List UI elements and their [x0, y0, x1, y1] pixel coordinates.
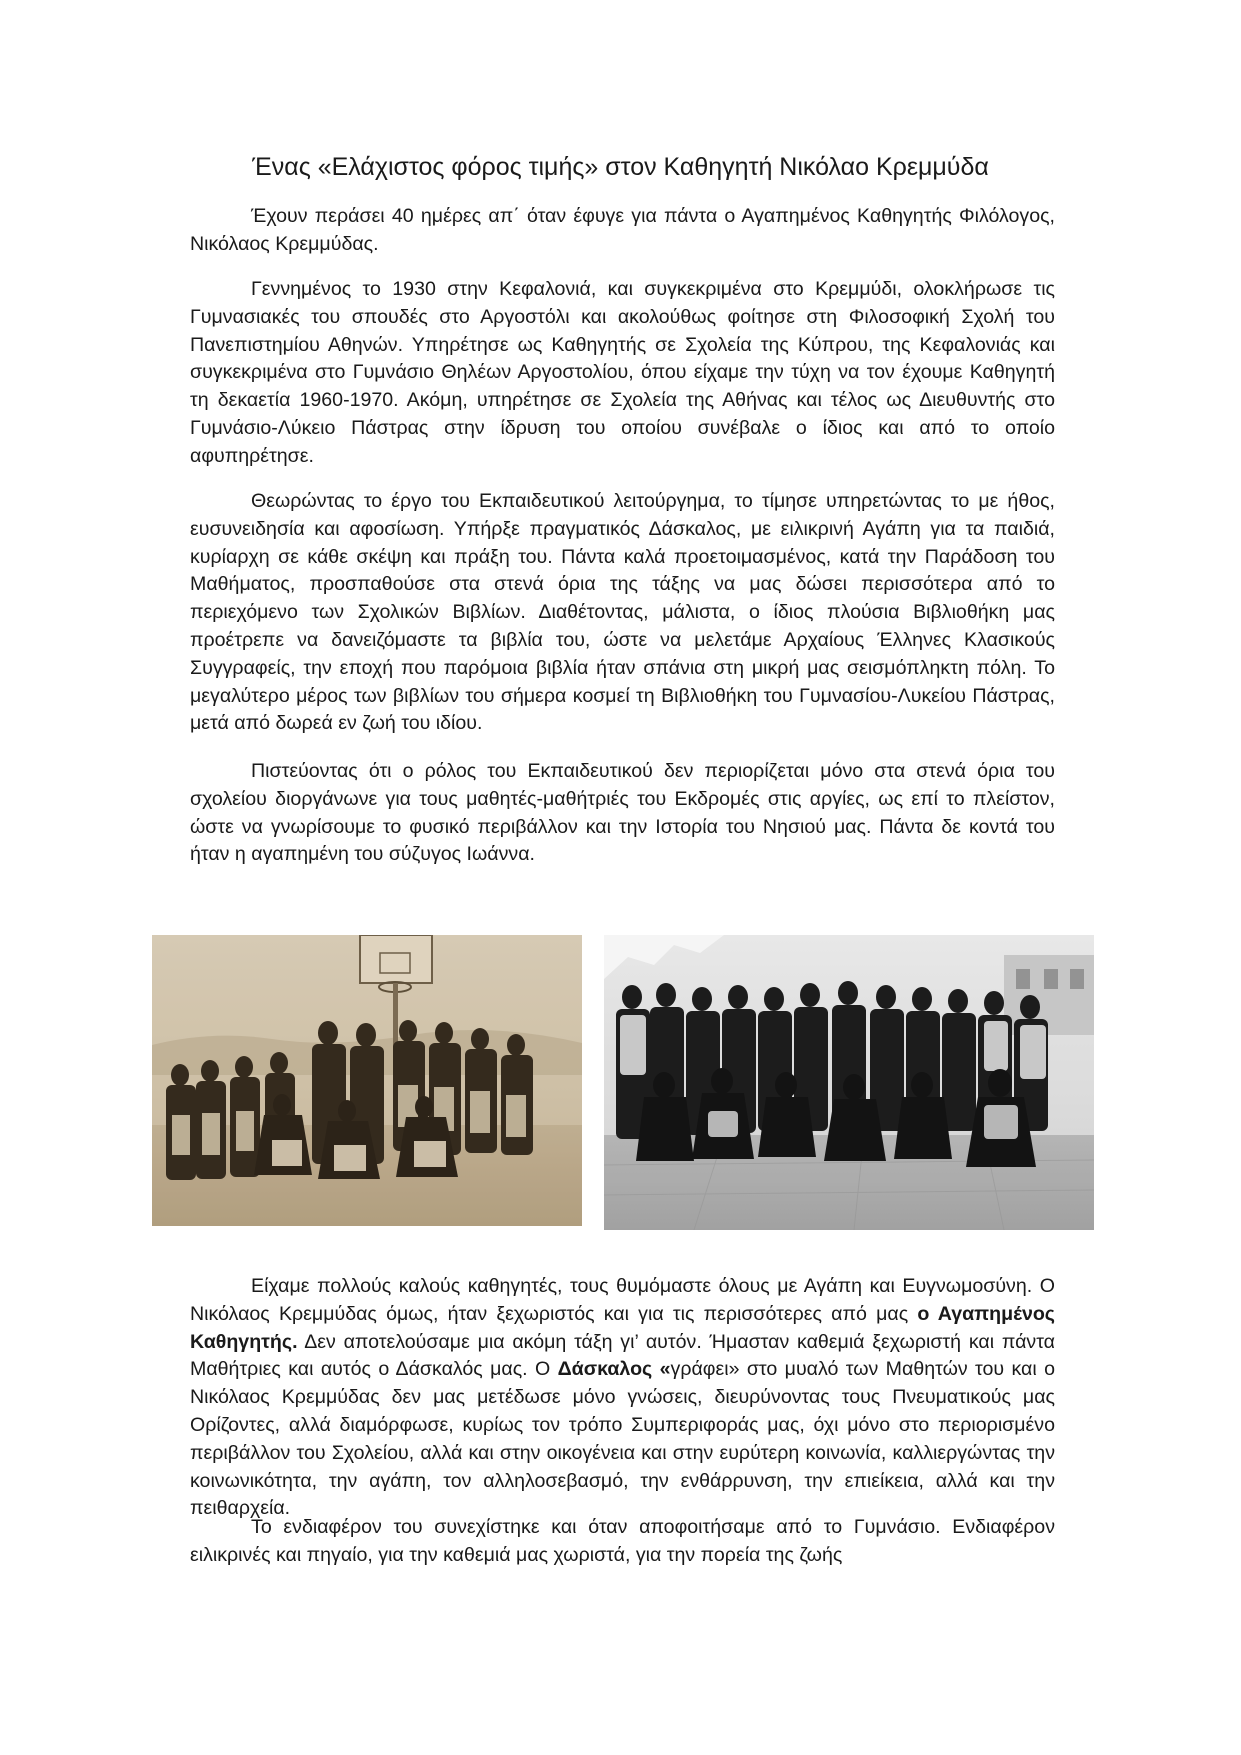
paragraph-intro: Έχουν περάσει 40 ημέρες απ΄ όταν έφυγε για πάντα ο Αγαπημένος Καθηγητής Φιλόλογος, Νικόλαος Κρεμμύδας.: [190, 205, 1055, 255]
paragraph-excursions: Πιστεύοντας ότι ο ρόλος του Εκπαιδευτικού δεν περιορίζεται μόνο στα στενά όρια του σχολείου διοργάνωνε για τους μαθητές-μαθήτριές του Εκδρομές στις αργίες, ως επί το πλείστον, ώστε να γνωρίσουμε το φυσικό περιβάλλον και την Ιστορία του Νησιού μας. Πάντα δε κοντά του ήταν η αγαπημένη του σύζυγος Ιωάννα.: [190, 760, 1055, 866]
paragraph-beloved-teacher: [190, 1273, 1055, 1523]
paragraph-teaching: Θεωρώντας το έργο του Εκπαιδευτικού λειτούργημα, το τίμησε υπηρετώντας το με ήθος, ευσυνειδησία και αφοσίωση. Υπήρξε πραγματικός Δάσκαλος, με ειλικρινή Αγάπη για τα παιδιά, κυρίαρχη σε κάθε σκέψη και πράξη του. Πάντα καλά προετοιμασμένος, κατά την Παράδοση του Μαθήματος, προσπαθούσε στα στενά όρια της τάξης να μας δώσει περισσότερα από το περιεχόμενο των Σχολικών Βιβλίων. Διαθέτοντας, μάλιστα, ο ίδιος πλούσια Βιβλιοθήκη μας προέτρεπε να δανειζόμαστε τα βιβλία του, ώστε να μελετάμε Αρχαίους Έλληνες Κλασικούς Συγγραφείς, την εποχή που παρόμοια βιβλία ήταν σπάνια στη μικρή μας σεισμόπληκτη πόλη. Το μεγαλύτερο μέρος των βιβλίων του σήμερα κοσμεί τη Βιβλιοθήκη του Γυμνασίου-Λυκείου Πάστρας, μετά από δωρεά εν ζωή του ιδίου.: [190, 490, 1055, 735]
text-span: γράφει» στο μυαλό των Μαθητών του και ο Νικόλαος Κρεμμύδας δεν μας μετέδωσε μόνο γνώσεις, διευρύνοντας τους Πνευματικούς μας Ορίζοντες, αλλά διαμόρφωσε, κυρίως τον τρόπο Συμπεριφοράς μας, όχι μόνο στο περιορισμένο περιβάλλον του Σχολείου, αλλά και στην οικογένεια και στην ευρύτερη κοινωνία, καλλιεργώντας την κοινωνικότητα, την αγάπη, τον αλληλοσεβασμό, την ενθάρρυνση, την επιείκεια, αλλά και την πειθαρχεία.: [190, 1358, 1055, 1520]
bold-phrase-beloved-teacher: ο Αγαπημένος Καθηγητής.: [190, 1302, 1055, 1353]
text-span: Είχαμε πολλούς καλούς καθηγητές, τους θυμόμαστε όλους με Αγάπη και Ευγνωμοσύνη. Ο Νικόλαος Κρεμμύδας όμως, ήταν ξεχωριστός και για τις περισσότερες από μας: [190, 1275, 1055, 1325]
photo-sepia-image: [152, 935, 582, 1226]
paragraph-biography: Γεννημένος το 1930 στην Κεφαλονιά, και συγκεκριμένα στο Κρεμμύδι, ολοκλήρωσε τις Γυμνασιακές του σπουδές στο Αργοστόλι και ακολούθως φοίτησε στη Φιλοσοφική Σχολή του Πανεπιστημίου Αθηνών. Υπηρέτησε ως Καθηγητής σε Σχολεία της Κύπρου, της Κεφαλονιάς και συγκεκριμένα στο Γυμνάσιο Θηλέων Αργοστολίου, όπου είχαμε την τύχη να τον έχουμε Καθηγητή τη δεκαετία 1960-1970. Ακόμη, υπηρέτησε σε Σχολεία της Αθήνας και τέλος ως Διευθυντής στο Γυμνάσιο-Λύκειο Πάστρας στην ίδρυση του οποίου συνέβαλε ο ίδιος και από το οποίο αφυπηρέτησε.: [190, 278, 1055, 467]
group-photo-schoolyard: [604, 935, 1094, 1230]
bold-phrase-teacher: Δάσκαλος «: [557, 1358, 671, 1381]
photo-bw-image: [604, 935, 1094, 1230]
paragraph-continued-interest: Το ενδιαφέρον του συνεχίστηκε και όταν αποφοιτήσαμε από το Γυμνάσιο. Ενδιαφέρον ειλικρινές και πηγαίο, για την καθεμιά μας χωριστά, για την πορεία της ζωής: [190, 1516, 1055, 1566]
group-photo-traditional-costumes: [152, 935, 582, 1226]
document-title: Ένας «Ελάχιστος φόρος τιμής» στον Καθηγητή Νικόλαο Κρεμμύδα: [252, 153, 989, 181]
text-span: Δεν αποτελούσαμε μια ακόμη τάξη γι’ αυτόν. Ήμασταν καθεμιά ξεχωριστή και πάντα Μαθήτριες και αυτός ο Δάσκαλός μας. Ο: [190, 1330, 1055, 1381]
